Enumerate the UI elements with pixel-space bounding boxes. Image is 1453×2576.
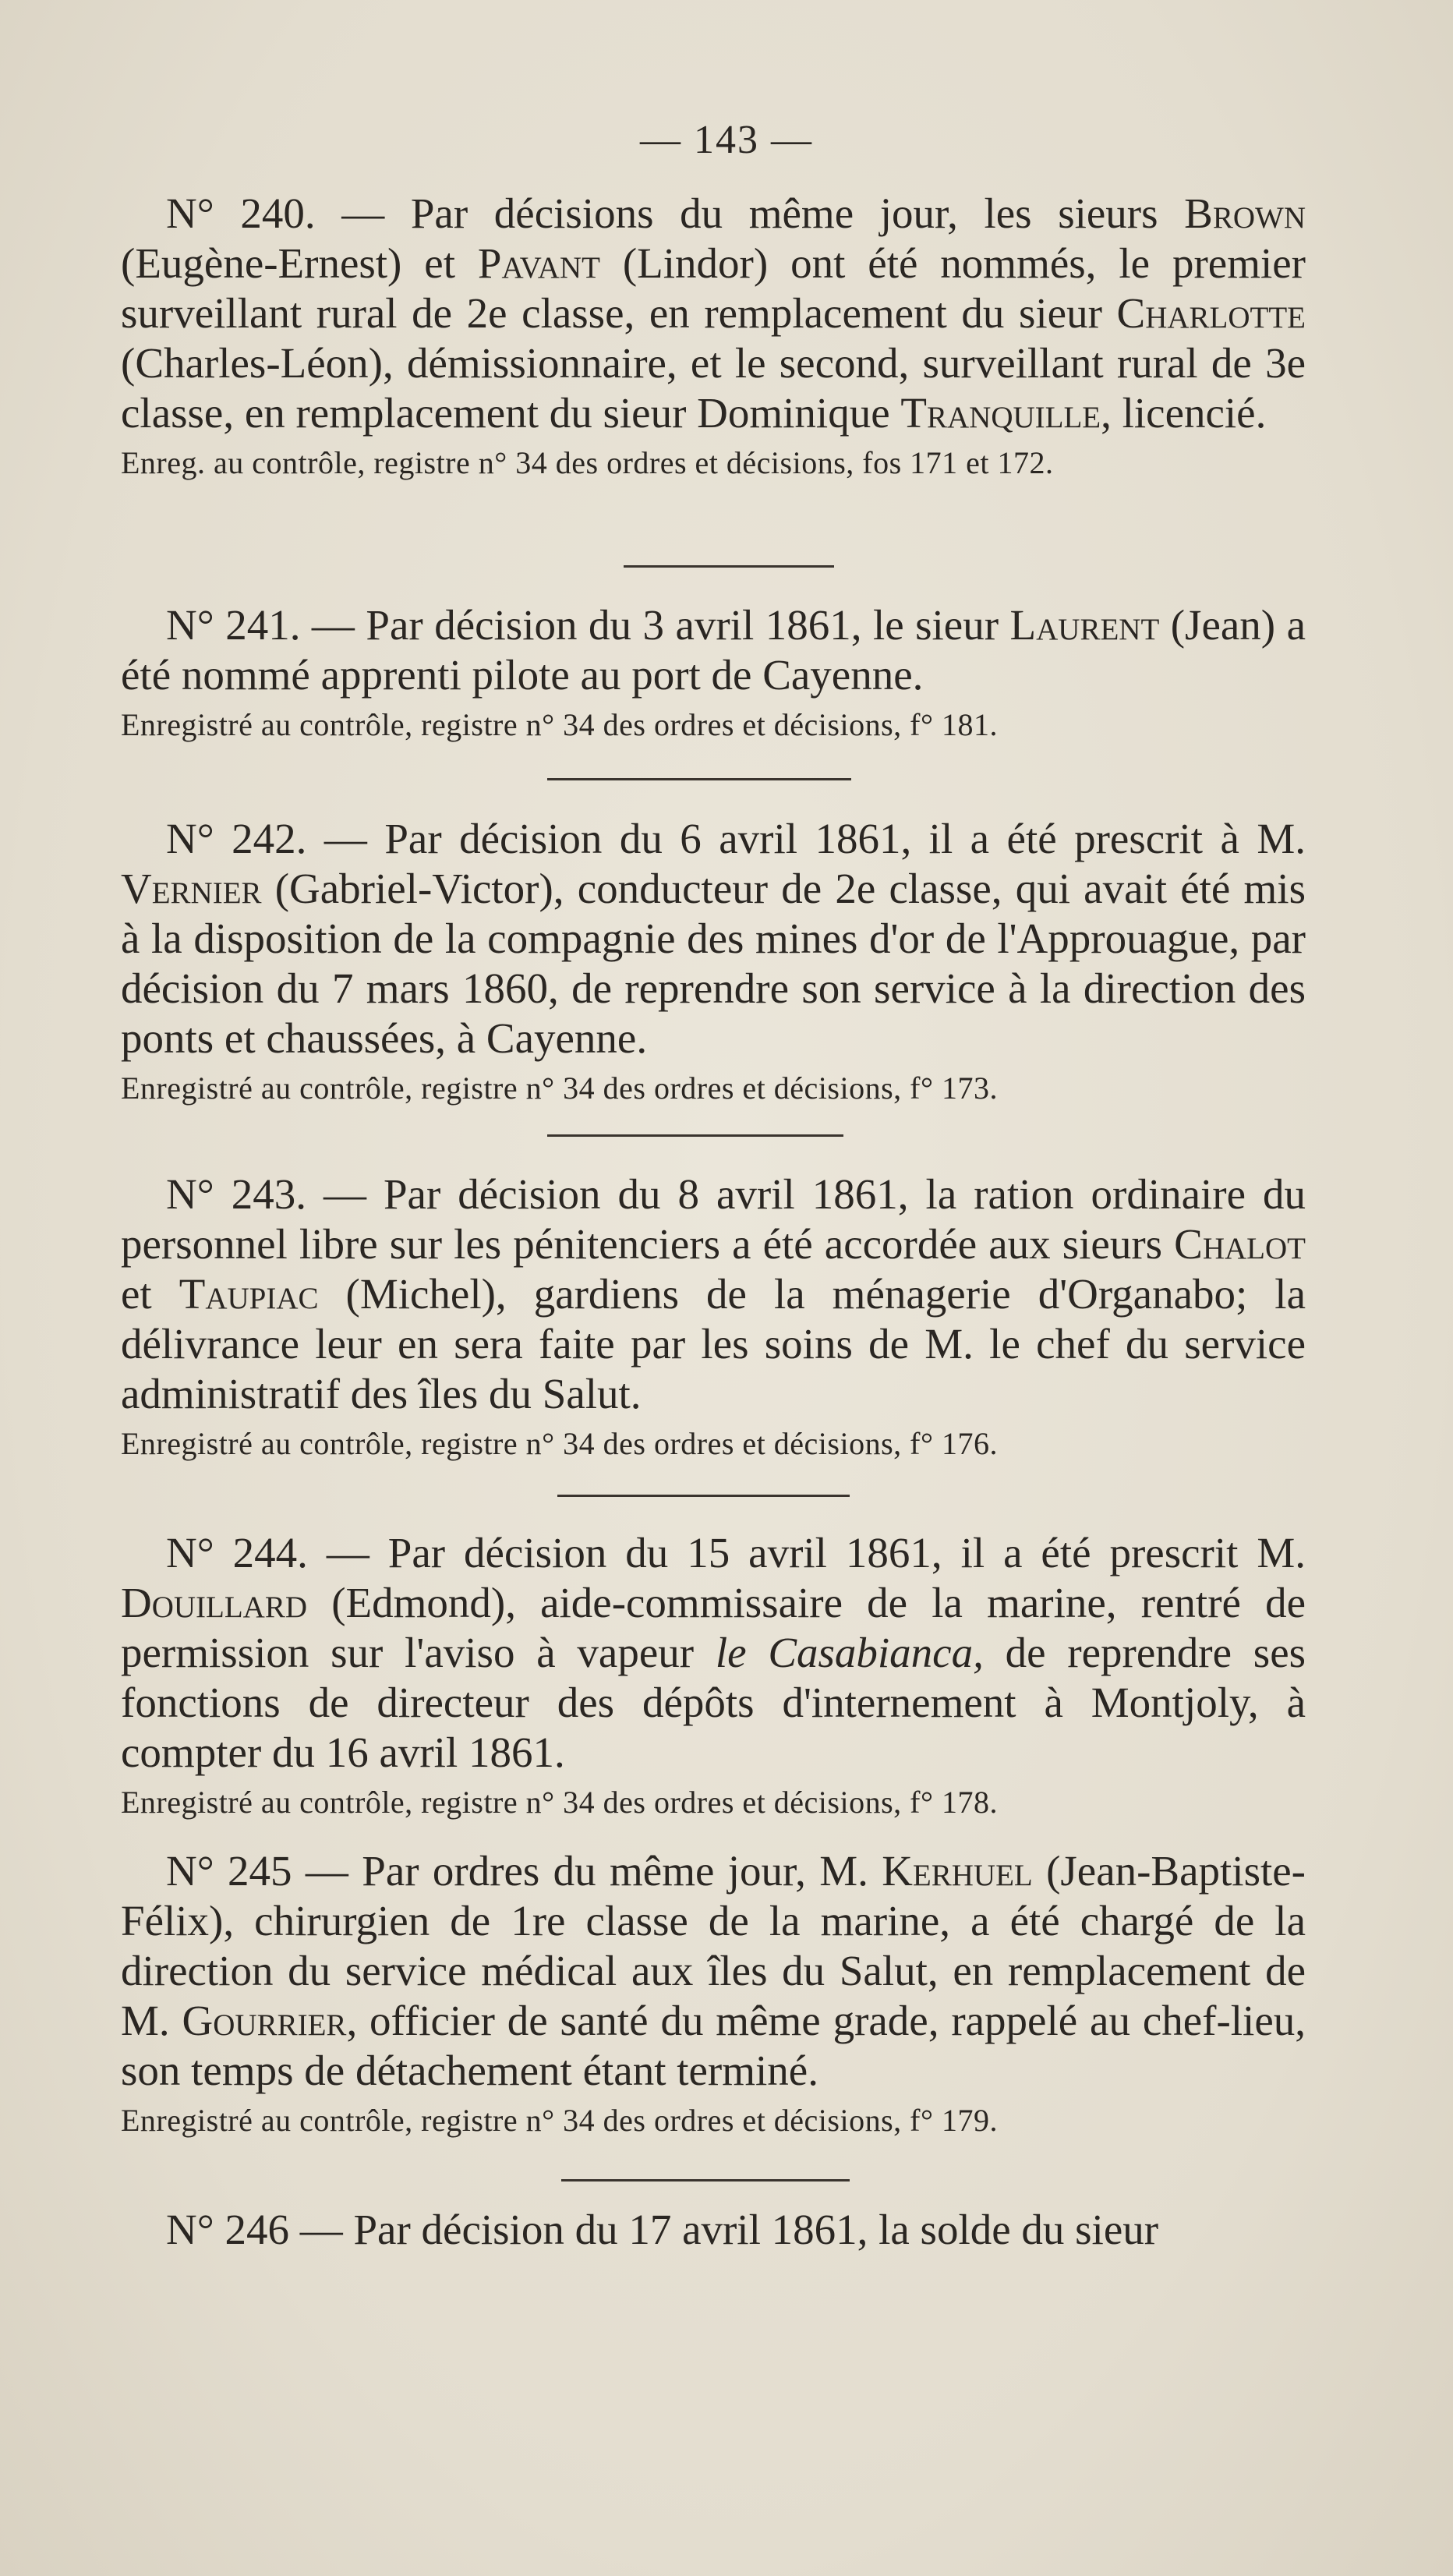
registration-note: Enregistré au contrôle, registre n° 34 des ordres et décisions, f° 176. — [121, 1426, 998, 1461]
registration-note: Enregistré au contrôle, registre n° 34 des ordres et décisions, f° 179. — [121, 2103, 998, 2138]
entry-text: N° 243. — Par décision du 8 avril 1861, la ration ordinaire du personnel libre sur les pénitenciers a été accordée aux sieurs Chalot et Taupiac (Michel), gardiens de la ménagerie d'Organabo; la délivrance leur en sera faite par les soins de M. le chef du service administratif des îles du Salut. — [121, 1170, 1306, 1417]
page-number: — 143 — — [640, 118, 813, 162]
person-name: Gourrier — [182, 1997, 347, 2044]
entry-242 — [121, 814, 1306, 1109]
separator-rule — [547, 1134, 843, 1137]
entry-241 — [121, 600, 1306, 745]
entry-number: N° 244. — [166, 1529, 308, 1576]
registration-note: Enreg. au contrôle, registre n° 34 des ordres et décisions, fos 171 et 172. — [121, 445, 1054, 480]
separator-rule — [557, 1495, 850, 1497]
entry-244 — [121, 1528, 1306, 1823]
separator-rule — [624, 565, 834, 568]
entry-245 — [121, 1846, 1306, 2141]
person-name: Tranquille — [900, 389, 1101, 437]
ship-name: le Casabianca, — [715, 1629, 984, 1676]
entry-number: N° 243. — [166, 1170, 306, 1218]
person-name: Laurent — [1009, 601, 1160, 649]
entry-text: N° 241. — Par décision du 3 avril 1861, le sieur Laurent (Jean) a été nommé apprenti pilote au port de Cayenne. — [121, 601, 1306, 699]
entry-246 — [121, 2205, 1306, 2255]
separator-rule — [547, 778, 851, 780]
entry-text: N° 245 — Par ordres du même jour, M. Kerhuel (Jean-Baptiste-Félix), chirurgien de 1re classe de la marine, a été chargé de la direction du service médical aux îles du Salut, en remplacement de M. Gourrier, officier de santé du même grade, rappelé au chef-lieu, son temps de détachement étant terminé. — [121, 1847, 1306, 2094]
person-name: Douillard — [121, 1579, 308, 1626]
entry-number: N° 242. — [166, 815, 307, 862]
entry-number: N° 245 — [166, 1847, 292, 1895]
entry-text: N° 246 — Par décision du 17 avril 1861, la solde du sieur — [166, 2206, 1159, 2253]
registration-note: Enregistré au contrôle, registre n° 34 des ordres et décisions, f° 173. — [121, 1070, 998, 1106]
entry-text: N° 242. — Par décision du 6 avril 1861, il a été prescrit à M. Vernier (Gabriel-Victor), conducteur de 2e classe, qui avait été mis à la disposition de la compagnie des mines d'or de l'Approuague, par décision du 7 mars 1860, de reprendre son service à la direction des ponts et chaussées, à Cayenne. — [121, 815, 1306, 1062]
person-name: Taupiac — [179, 1270, 319, 1318]
entry-240 — [121, 189, 1306, 483]
entry-number: N° 241. — [166, 601, 301, 649]
person-name: Kerhuel — [882, 1847, 1033, 1895]
entry-number: N° 240. — [166, 189, 316, 237]
person-name: Vernier — [121, 865, 262, 912]
person-name: Brown — [1184, 189, 1306, 237]
entry-text: N° 240. — Par décisions du même jour, les sieurs Brown (Eugène-Ernest) et Pavant (Lindor) ont été nommés, le premier surveillant rural de 2e classe, en remplacement du sieur Charlotte (Charles-Léon), démissionnaire, et le second, surveillant rural de 3e classe, en remplacement du sieur Dominique Tranquille, licencié. — [121, 189, 1306, 437]
entry-number: N° 246 — [166, 2206, 289, 2253]
entry-text: N° 244. — Par décision du 15 avril 1861, il a été prescrit M. Douillard (Edmond), aide-commissaire de la marine, rentré de permission sur l'aviso à vapeur le Casabianca, de reprendre ses fonctions de directeur des dépôts d'internement à Montjoly, à compter du 16 avril 1861. — [121, 1529, 1306, 1776]
person-name: Charlotte — [1116, 289, 1306, 337]
entry-243 — [121, 1169, 1306, 1464]
registration-note: Enregistré au contrôle, registre n° 34 des ordres et décisions, f° 178. — [121, 1785, 998, 1820]
separator-rule — [561, 2179, 850, 2181]
person-name: Pavant — [477, 239, 600, 287]
person-name: Chalot — [1174, 1220, 1306, 1268]
registration-note: Enregistré au contrôle, registre n° 34 des ordres et décisions, f° 181. — [121, 707, 998, 742]
